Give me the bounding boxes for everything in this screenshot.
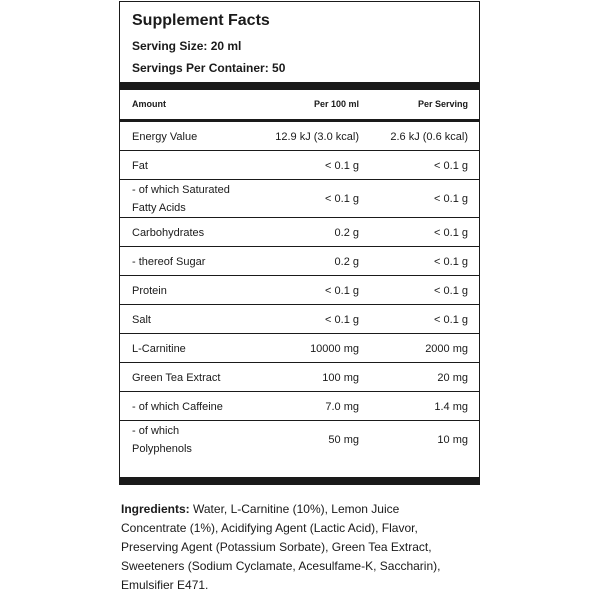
ingredients-line-2: Concentrate (1%), Acidifying Agent (Lactic Acid), Flavor, (121, 521, 418, 535)
nutrient-name: Salt (132, 314, 151, 326)
nutrient-name-line2: Polyphenols (132, 443, 192, 455)
value-per-serving: < 0.1 g (434, 193, 468, 205)
nutrient-name: Energy Value (132, 131, 198, 143)
table-row (120, 276, 479, 305)
value-per-serving: 1.4 mg (434, 401, 468, 413)
value-per-serving: 10 mg (437, 434, 468, 446)
table-row (120, 122, 479, 151)
value-per-100ml: 7.0 mg (325, 401, 359, 413)
value-per-serving: < 0.1 g (434, 160, 468, 172)
ingredients-line-1 (121, 500, 501, 519)
nutrient-name: L-Carnitine (132, 343, 186, 355)
table-row (120, 151, 479, 180)
facts-title: Supplement Facts (132, 12, 270, 29)
ingredients-line-3: Preserving Agent (Potassium Sorbate), Green Tea Extract, (121, 540, 432, 554)
value-per-100ml: < 0.1 g (325, 285, 359, 297)
thick-divider-top (120, 82, 479, 90)
ingredients-line-4: Sweeteners (Sodium Cyclamate, Acesulfame-K, Saccharin), (121, 559, 441, 573)
value-per-serving: 20 mg (437, 372, 468, 384)
table-row (120, 421, 479, 459)
value-per-serving: 2.6 kJ (0.6 kcal) (390, 131, 468, 143)
table-row (120, 363, 479, 392)
value-per-serving: 2000 mg (425, 343, 468, 355)
value-per-serving: < 0.1 g (434, 227, 468, 239)
value-per-100ml: 10000 mg (310, 343, 359, 355)
nutrient-name: Protein (132, 285, 167, 297)
ingredients-text-1: Water, L-Carnitine (10%), Lemon Juice (189, 502, 400, 516)
nutrient-name: - of which (132, 425, 180, 437)
table-row (120, 247, 479, 276)
nutrient-name: Fat (132, 160, 148, 172)
value-per-100ml: 100 mg (322, 372, 359, 384)
ingredients-text (121, 500, 501, 595)
header-per-100ml: Per 100 ml (313, 99, 359, 109)
value-per-100ml: < 0.1 g (325, 314, 359, 326)
nutrient-name: Green Tea Extract (132, 372, 221, 384)
nutrient-name: - of which Caffeine (132, 401, 223, 413)
header-amount: Amount (132, 99, 166, 109)
nutrient-name-line2: Fatty Acids (132, 202, 186, 214)
nutrient-name: Carbohydrates (132, 227, 205, 239)
value-per-100ml: 50 mg (328, 434, 359, 446)
table-row (120, 305, 479, 334)
value-per-serving: < 0.1 g (434, 256, 468, 268)
header-per-serving: Per Serving (417, 99, 468, 109)
supplement-facts-panel (119, 1, 480, 485)
value-per-100ml: < 0.1 g (325, 160, 359, 172)
thick-divider-bottom (120, 477, 479, 485)
servings-per-container: Servings Per Container: 50 (132, 61, 286, 75)
value-per-serving: < 0.1 g (434, 285, 468, 297)
value-per-100ml: 12.9 kJ (3.0 kcal) (275, 131, 359, 143)
value-per-100ml: 0.2 g (334, 256, 359, 268)
value-per-100ml: 0.2 g (334, 227, 359, 239)
value-per-serving: < 0.1 g (434, 314, 468, 326)
nutrient-name: - thereof Sugar (132, 256, 206, 268)
ingredients-line-5: Emulsifier E471. (121, 578, 209, 592)
nutrient-name: - of which Saturated (132, 184, 230, 196)
value-per-100ml: < 0.1 g (325, 193, 359, 205)
table-row (120, 218, 479, 247)
ingredients-label: Ingredients: (121, 502, 190, 516)
serving-size: Serving Size: 20 ml (132, 39, 242, 53)
table-row (120, 334, 479, 363)
table-row (120, 392, 479, 421)
table-row (120, 180, 479, 218)
